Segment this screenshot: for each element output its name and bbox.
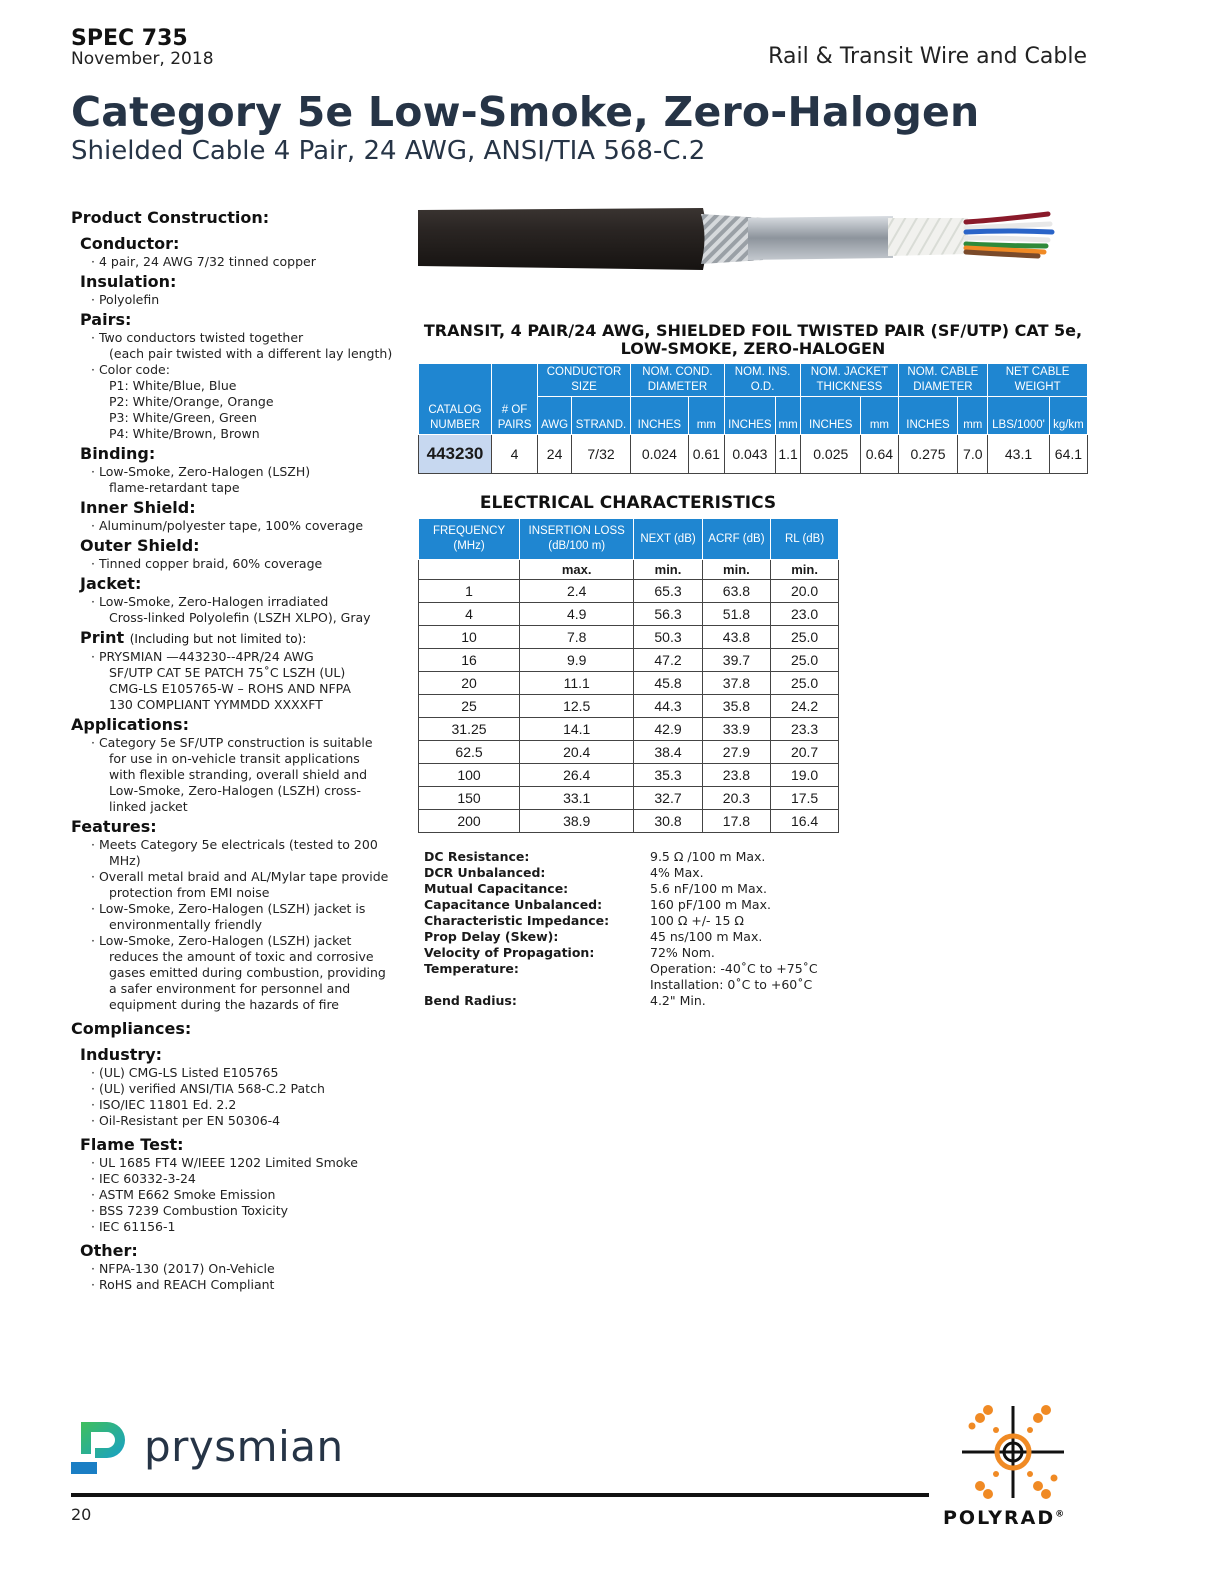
subheader-cell: min. xyxy=(702,560,770,580)
table-row xyxy=(419,626,839,649)
applications-list xyxy=(91,735,406,815)
table-cell: 0.043 xyxy=(724,435,775,474)
list-item: · Tinned copper braid, 60% coverage xyxy=(91,556,406,572)
property-value: 100 Ω +/- 15 Ω xyxy=(650,913,744,928)
pairs-heading: Pairs: xyxy=(80,310,132,329)
unit-header: mm xyxy=(688,397,724,435)
page-title: Category 5e Low-Smoke, Zero-Halogen xyxy=(71,88,980,136)
unit-header: mm xyxy=(861,397,898,435)
table-cell: 11.1 xyxy=(520,672,634,695)
list-item: · NFPA-130 (2017) On-Vehicle xyxy=(91,1261,406,1277)
list-item: Low-Smoke, Zero-Halogen (LSZH) cross- xyxy=(109,783,362,798)
color-code-item: P1: White/Blue, Blue xyxy=(109,378,237,393)
table-cell: 24.2 xyxy=(771,695,839,718)
table-cell: 63.8 xyxy=(702,580,770,603)
page-subtitle: Shielded Cable 4 Pair, 24 AWG, ANSI/TIA 568-C.2 xyxy=(71,136,706,166)
table-cell: 10 xyxy=(419,626,520,649)
ins-od-header: NOM. INS. O.D. xyxy=(724,364,800,397)
table-cell: 12.5 xyxy=(520,695,634,718)
list-item: CMG-LS E105765-W – ROHS AND NFPA xyxy=(109,681,351,696)
property-value: 4.2" Min. xyxy=(650,993,706,1008)
property-label: Prop Delay (Skew): xyxy=(424,929,559,944)
unit-header: INCHES xyxy=(724,397,775,435)
unit-header: mm xyxy=(958,397,988,435)
table-cell: 35.8 xyxy=(702,695,770,718)
list-item: with flexible stranding, overall shield and xyxy=(109,767,368,782)
list-item: · (UL) CMG-LS Listed E105765 xyxy=(91,1065,406,1081)
table-cell: 20.3 xyxy=(702,787,770,810)
table-cell: 23.3 xyxy=(771,718,839,741)
pairs-list xyxy=(91,330,406,442)
inner-shield-heading: Inner Shield: xyxy=(80,498,196,517)
property-value: 9.5 Ω /100 m Max. xyxy=(650,849,766,864)
table-cell: 25 xyxy=(419,695,520,718)
jacket-thickness-header: NOM. JACKET THICKNESS xyxy=(801,364,898,397)
property-row xyxy=(424,961,818,977)
table-row xyxy=(419,672,839,695)
table-cell: 31.25 xyxy=(419,718,520,741)
table-cell: 24 xyxy=(538,435,572,474)
list-item: · Meets Category 5e electricals (tested to 200 xyxy=(91,837,406,853)
features-heading: Features: xyxy=(71,817,157,836)
list-item: a safer environment for personnel and xyxy=(109,981,351,996)
table-cell: 56.3 xyxy=(634,603,702,626)
property-label: Characteristic Impedance: xyxy=(424,913,610,928)
prysmian-logo-icon xyxy=(71,1414,133,1476)
list-item: · Two conductors twisted together xyxy=(91,330,406,346)
table-cell: 19.0 xyxy=(771,764,839,787)
table-row xyxy=(419,741,839,764)
features-list xyxy=(91,837,406,1013)
property-label: DCR Unbalanced: xyxy=(424,865,546,880)
table-cell: 26.4 xyxy=(520,764,634,787)
table-cell: 9.9 xyxy=(520,649,634,672)
subheader-cell: min. xyxy=(634,560,702,580)
table-cell: 42.9 xyxy=(634,718,702,741)
footer-divider xyxy=(71,1493,929,1497)
insulation-list xyxy=(91,292,406,308)
table-cell: 0.024 xyxy=(630,435,688,474)
conductor-heading: Conductor: xyxy=(80,234,180,253)
flame-test-list xyxy=(91,1155,406,1235)
table-cell: 32.7 xyxy=(634,787,702,810)
list-item: gases emitted during combustion, providing xyxy=(109,965,386,980)
table-cell: 25.0 xyxy=(771,649,839,672)
table-cell: 35.3 xyxy=(634,764,702,787)
list-item: · Aluminum/polyester tape, 100% coverage xyxy=(91,518,406,534)
polyrad-logo-icon xyxy=(958,1402,1068,1504)
list-item: · PRYSMIAN —443230--4PR/24 AWG xyxy=(91,649,406,665)
print-note: (Including but not limited to): xyxy=(129,632,307,646)
table-cell: 100 xyxy=(419,764,520,787)
list-item: · Overall metal braid and AL/Mylar tape provide xyxy=(91,869,406,885)
table-cell: 43.1 xyxy=(988,435,1050,474)
table-cell: 7.8 xyxy=(520,626,634,649)
compliances-heading: Compliances: xyxy=(71,1019,192,1038)
table-cell: 1.1 xyxy=(775,435,800,474)
registered-mark: ® xyxy=(1055,1509,1067,1520)
page-number: 20 xyxy=(71,1505,92,1524)
outer-shield-heading: Outer Shield: xyxy=(80,536,200,555)
cond-diameter-header: NOM. COND. DIAMETER xyxy=(630,364,724,397)
list-item: protection from EMI noise xyxy=(109,885,270,900)
property-label: Velocity of Propagation: xyxy=(424,945,595,960)
table-row xyxy=(419,718,839,741)
unit-header: INCHES xyxy=(630,397,688,435)
table-cell: 20.7 xyxy=(771,741,839,764)
construction-column xyxy=(71,208,406,1293)
property-value: 45 ns/100 m Max. xyxy=(650,929,763,944)
list-item: flame-retardant tape xyxy=(109,480,240,495)
prysmian-wordmark: prysmian xyxy=(144,1422,344,1471)
conductor-size-header: CONDUCTOR SIZE xyxy=(538,364,631,397)
table-cell: 39.7 xyxy=(702,649,770,672)
main-table-title xyxy=(418,322,1088,358)
properties-list xyxy=(424,849,818,1009)
construction-heading: Product Construction: xyxy=(71,208,270,227)
binding-heading: Binding: xyxy=(80,444,156,463)
jacket-heading: Jacket: xyxy=(80,574,142,593)
table-cell: 0.275 xyxy=(898,435,958,474)
list-item: · IEC 60332-3-24 xyxy=(91,1171,406,1187)
table-cell: 16 xyxy=(419,649,520,672)
other-list xyxy=(91,1261,406,1293)
table-row xyxy=(419,787,839,810)
table-cell: 27.9 xyxy=(702,741,770,764)
property-label xyxy=(424,977,650,993)
table-cell: 17.8 xyxy=(702,810,770,833)
subheader-row xyxy=(419,560,839,580)
list-item: reduces the amount of toxic and corrosive xyxy=(109,949,374,964)
list-item: · ISO/IEC 11801 Ed. 2.2 xyxy=(91,1097,406,1113)
cable-weight-header: NET CABLE WEIGHT xyxy=(988,364,1088,397)
table-cell: 7/32 xyxy=(572,435,631,474)
list-item: · (UL) verified ANSI/TIA 568-C.2 Patch xyxy=(91,1081,406,1097)
table-cell: 20.4 xyxy=(520,741,634,764)
table-cell: 45.8 xyxy=(634,672,702,695)
property-row xyxy=(424,929,818,945)
table-cell: 17.5 xyxy=(771,787,839,810)
print-list xyxy=(91,649,406,713)
property-value: 160 pF/100 m Max. xyxy=(650,897,771,912)
polyrad-wordmark xyxy=(943,1507,1066,1529)
table-cell: 14.1 xyxy=(520,718,634,741)
table-cell: 38.9 xyxy=(520,810,634,833)
table-cell: 51.8 xyxy=(702,603,770,626)
property-row xyxy=(424,977,818,993)
table-cell: 4 xyxy=(492,435,538,474)
table-cell: 20.0 xyxy=(771,580,839,603)
cable-photo xyxy=(418,200,1058,276)
table-cell: 7.0 xyxy=(958,435,988,474)
electrical-table xyxy=(418,518,839,833)
property-row xyxy=(424,993,818,1009)
table-cell: 25.0 xyxy=(771,626,839,649)
color-code-item: P4: White/Brown, Brown xyxy=(109,426,260,441)
list-item: · 4 pair, 24 AWG 7/32 tinned copper xyxy=(91,254,406,270)
pairs-count-header: # OF PAIRS xyxy=(492,364,538,435)
property-label: Capacitance Unbalanced: xyxy=(424,897,603,912)
property-value: Operation: -40˚C to +75˚C xyxy=(650,961,818,976)
table-cell: 1 xyxy=(419,580,520,603)
table-cell: 50.3 xyxy=(634,626,702,649)
list-item: · Low-Smoke, Zero-Halogen (LSZH) xyxy=(91,464,406,480)
outer-shield-list xyxy=(91,556,406,572)
list-item: 130 COMPLIANT YYMMDD XXXXFT xyxy=(109,697,323,712)
catalog-number-header: CATALOG NUMBER xyxy=(419,364,492,435)
list-item: · Low-Smoke, Zero-Halogen irradiated xyxy=(91,594,406,610)
color-code-item: P2: White/Orange, Orange xyxy=(109,394,274,409)
property-value: 4% Max. xyxy=(650,865,704,880)
electrical-title: ELECTRICAL CHARACTERISTICS xyxy=(479,493,777,513)
property-label: Bend Radius: xyxy=(424,993,517,1008)
unit-header: INCHES xyxy=(898,397,958,435)
unit-header: AWG xyxy=(538,397,572,435)
list-item: environmentally friendly xyxy=(109,917,263,932)
print-label: Print xyxy=(80,628,125,647)
color-code-item: P3: White/Green, Green xyxy=(109,410,257,425)
industry-list xyxy=(91,1065,406,1129)
product-series: Rail & Transit Wire and Cable xyxy=(768,44,1087,69)
list-item: · Polyolefin xyxy=(91,292,406,308)
unit-header: kg/km xyxy=(1049,397,1087,435)
list-item: MHz) xyxy=(109,853,141,868)
table-cell: 25.0 xyxy=(771,672,839,695)
industry-heading: Industry: xyxy=(80,1045,163,1064)
table-cell: 23.0 xyxy=(771,603,839,626)
list-item: SF/UTP CAT 5E PATCH 75˚C LSZH (UL) xyxy=(109,665,346,680)
list-item: · IEC 61156-1 xyxy=(91,1219,406,1235)
list-item: · ASTM E662 Smoke Emission xyxy=(91,1187,406,1203)
subheader-cell xyxy=(419,560,520,580)
list-item: · UL 1685 FT4 W/IEEE 1202 Limited Smoke xyxy=(91,1155,406,1171)
property-row xyxy=(424,865,818,881)
table-row xyxy=(419,603,839,626)
list-item: equipment during the hazards of fire xyxy=(109,997,339,1012)
product-table xyxy=(418,363,1088,474)
property-label: DC Resistance: xyxy=(424,849,530,864)
table-row xyxy=(419,810,839,833)
spec-number: SPEC 735 xyxy=(71,26,188,51)
table-cell: 37.8 xyxy=(702,672,770,695)
table-cell: 33.1 xyxy=(520,787,634,810)
list-item: · RoHS and REACH Compliant xyxy=(91,1277,406,1293)
list-item: · Low-Smoke, Zero-Halogen (LSZH) jacket is xyxy=(91,901,406,917)
list-item: · BSS 7239 Combustion Toxicity xyxy=(91,1203,406,1219)
frequency-header: FREQUENCY (MHz) xyxy=(419,519,520,560)
subheader-cell: max. xyxy=(520,560,634,580)
table-cell: 150 xyxy=(419,787,520,810)
catalog-number-cell: 443230 xyxy=(419,435,492,474)
table-cell: 2.4 xyxy=(520,580,634,603)
table-cell: 0.64 xyxy=(861,435,898,474)
table-cell: 44.3 xyxy=(634,695,702,718)
table-row xyxy=(419,580,839,603)
table-cell: 4 xyxy=(419,603,520,626)
table-cell: 4.9 xyxy=(520,603,634,626)
table-row xyxy=(419,695,839,718)
property-value: Installation: 0˚C to +60˚C xyxy=(650,977,813,992)
insulation-heading: Insulation: xyxy=(80,272,177,291)
unit-header: INCHES xyxy=(801,397,861,435)
table-row xyxy=(419,764,839,787)
main-table-title-line2: LOW-SMOKE, ZERO-HALOGEN xyxy=(620,339,886,358)
next-header: NEXT (dB) xyxy=(634,519,702,560)
unit-header: STRAND. xyxy=(572,397,631,435)
list-item: Cross-linked Polyolefin (LSZH XLPO), Gray xyxy=(109,610,371,625)
other-heading: Other: xyxy=(80,1241,138,1260)
property-value: 72% Nom. xyxy=(650,945,715,960)
table-cell: 20 xyxy=(419,672,520,695)
list-item: · Category 5e SF/UTP construction is suitable xyxy=(91,735,406,751)
spec-date: November, 2018 xyxy=(71,49,214,69)
jacket-list xyxy=(91,594,406,626)
table-cell: 43.8 xyxy=(702,626,770,649)
list-item: (each pair twisted with a different lay length) xyxy=(109,346,393,361)
property-value: 5.6 nF/100 m Max. xyxy=(650,881,767,896)
table-cell: 62.5 xyxy=(419,741,520,764)
table-cell: 23.8 xyxy=(702,764,770,787)
unit-header: mm xyxy=(775,397,800,435)
electrical-body xyxy=(419,560,839,833)
property-label: Temperature: xyxy=(424,961,519,976)
list-item: · Color code: xyxy=(91,362,406,378)
rl-header: RL (dB) xyxy=(771,519,839,560)
list-item: · Oil-Resistant per EN 50306-4 xyxy=(91,1113,406,1129)
property-row xyxy=(424,897,818,913)
acrf-header: ACRF (dB) xyxy=(702,519,770,560)
conductor-list xyxy=(91,254,406,270)
insertion-loss-header: INSERTION LOSS (dB/100 m) xyxy=(520,519,634,560)
list-item: · Low-Smoke, Zero-Halogen (LSZH) jacket xyxy=(91,933,406,949)
applications-heading: Applications: xyxy=(71,715,189,734)
cable-diameter-header: NOM. CABLE DIAMETER xyxy=(898,364,988,397)
property-row xyxy=(424,913,818,929)
main-table-title-line1: TRANSIT, 4 PAIR/24 AWG, SHIELDED FOIL TWISTED PAIR (SF/UTP) CAT 5e, xyxy=(423,321,1083,340)
property-row xyxy=(424,945,818,961)
table-row xyxy=(419,435,1088,474)
property-row xyxy=(424,849,818,865)
unit-header: LBS/1000' xyxy=(988,397,1050,435)
table-cell: 200 xyxy=(419,810,520,833)
flame-test-heading: Flame Test: xyxy=(80,1135,184,1154)
table-cell: 33.9 xyxy=(702,718,770,741)
list-item: for use in on-vehicle transit applications xyxy=(109,751,360,766)
print-heading xyxy=(80,628,406,649)
table-cell: 38.4 xyxy=(634,741,702,764)
polyrad-name: POLYRAD xyxy=(943,1507,1056,1529)
table-cell: 64.1 xyxy=(1049,435,1087,474)
table-cell: 47.2 xyxy=(634,649,702,672)
subheader-cell: min. xyxy=(771,560,839,580)
table-cell: 65.3 xyxy=(634,580,702,603)
binding-list xyxy=(91,464,406,496)
table-cell: 30.8 xyxy=(634,810,702,833)
list-item: linked jacket xyxy=(109,799,188,814)
table-cell: 0.025 xyxy=(801,435,861,474)
inner-shield-list xyxy=(91,518,406,534)
table-row xyxy=(419,649,839,672)
table-cell: 0.61 xyxy=(688,435,724,474)
table-cell: 16.4 xyxy=(771,810,839,833)
property-label: Mutual Capacitance: xyxy=(424,881,569,896)
property-row xyxy=(424,881,818,897)
